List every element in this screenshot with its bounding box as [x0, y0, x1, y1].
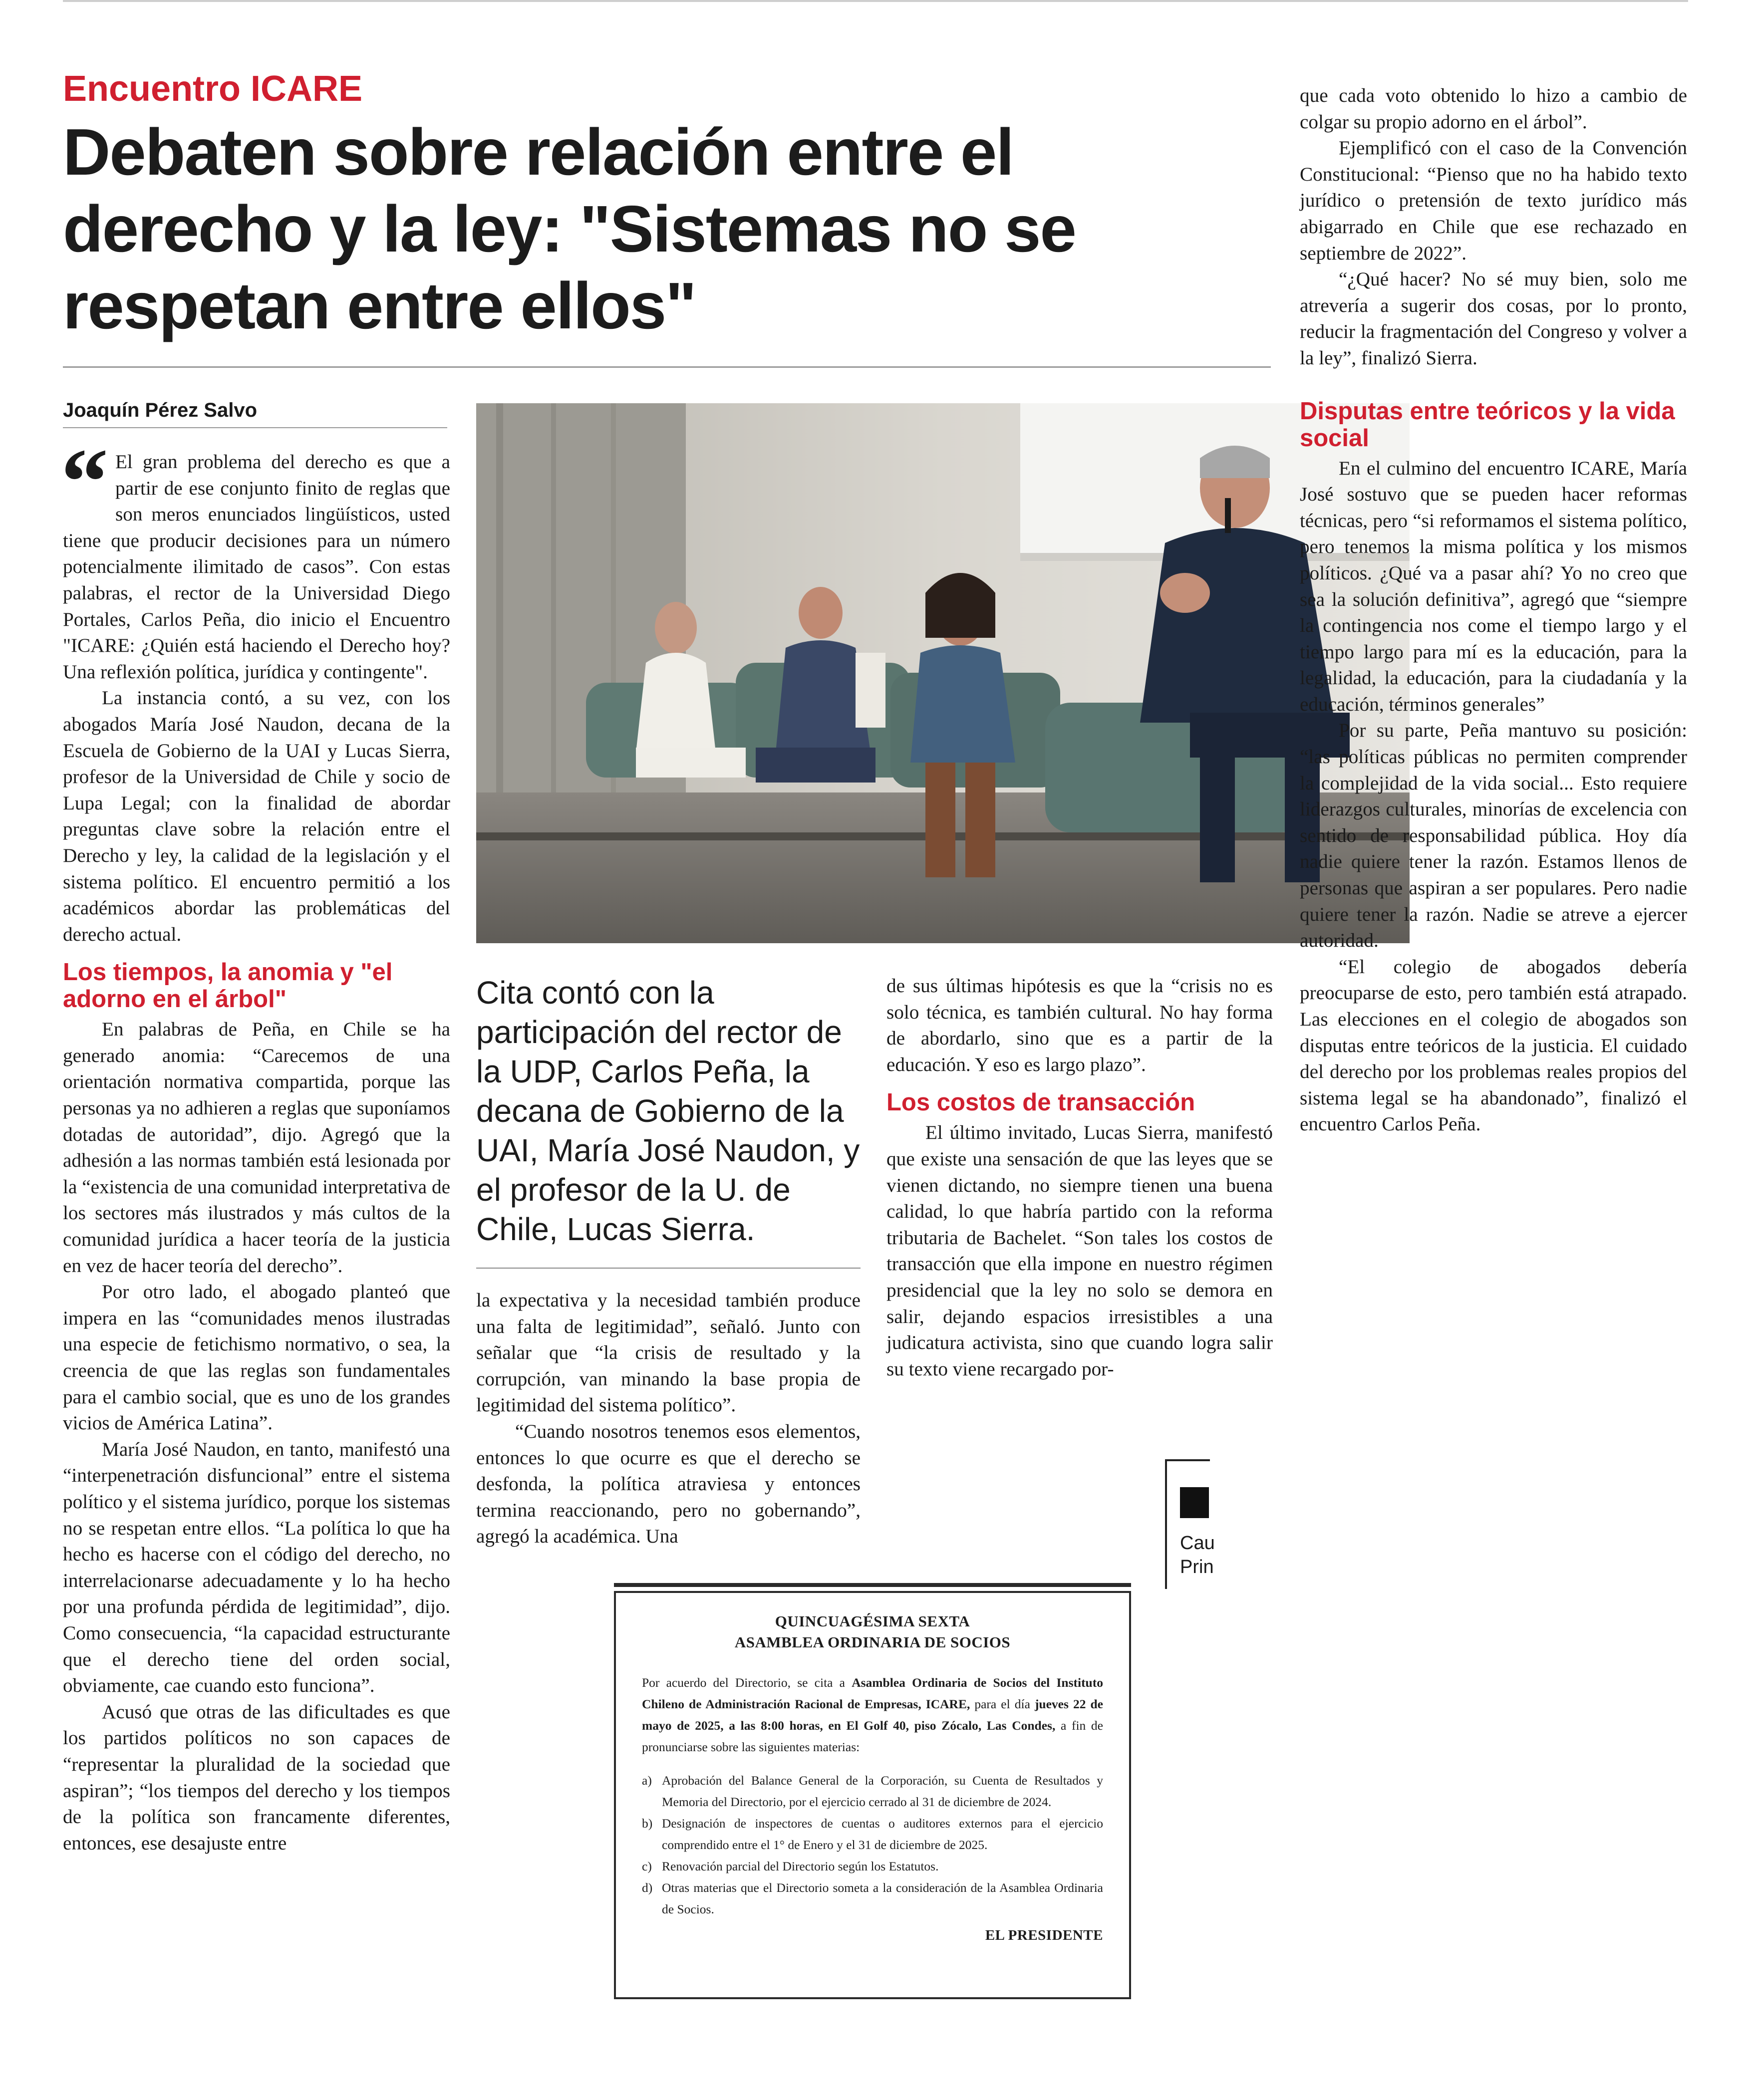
paragraph: En el culmino del encuentro ICARE, María José sostuvo que se pueden hacer reformas técnicas, pero “si reformamos el sistema político, pero tenemos la misma política y los mismos políticos. ¿Qué va a pasar ahí? Yo no creo que sea la solución definitiva”, agregó que “siempre la contingencia nos come el tiempo largo y el tiempo largo para mí es la educación, para la legalidad, la educación, para la ciudadanía y la educación, términos generales”	[1300, 457, 1687, 715]
notice-title-line: QUINCUAGÉSIMA SEXTA	[775, 1612, 970, 1630]
notice-item: d) Otras materias que el Directorio someta a la consideración de la Asamblea Ordinaria de Socios.	[642, 1880, 1103, 1916]
headline-rule	[63, 366, 1271, 368]
byline-rule	[63, 427, 447, 428]
author-byline: Joaquín Pérez Salvo	[63, 399, 258, 421]
ad-frame-top	[1165, 1459, 1210, 1461]
page-top-rule	[63, 0, 1688, 2]
notice-item: c) Renovación parcial del Directorio según los Estatutos.	[642, 1859, 939, 1873]
paragraph: “Cuando nosotros tenemos esos elementos, entonces lo que ocurre es que el derecho se desfonda, la política atraviesa y entonces termina reaccionando, pero no gobernando”, agregó la académica. Una	[476, 1420, 861, 1548]
notice-item: b) Designación de inspectores de cuentas o auditores externos para el ejercicio comprendido entre el 1° de Enero y el 31 de diciembre de 2025.	[642, 1816, 1103, 1852]
notice-title	[642, 1611, 1103, 1653]
paragraph: La instancia contó, a su vez, con los abogados María José Naudon, decana de la Escuela de Gobierno de la UAI y Lucas Sierra, profesor de la Universidad de Chile y socio de Lupa Legal; con la finalidad de abordar preguntas clave sobre la relación entre el Derecho y ley, la calidad de la legislación y el sistema político. El encuentro permitió a los académicos abordar las problemáticas del derecho actual.	[63, 687, 450, 945]
paragraph: “¿Qué hacer? No sé muy bien, solo me atrevería a sugerir dos cosas, por lo pronto, reducir la fragmentación del Congreso y volver a la ley”, finalizó Sierra.	[1300, 268, 1687, 369]
article-column-3	[886, 973, 1273, 1382]
ad-text-line: Cau	[1180, 1533, 1215, 1554]
subheading-costos: Los costos de transacción	[886, 1089, 1195, 1116]
paragraph: En palabras de Peña, en Chile se ha generado anomia: “Carecemos de una orientación normativa compartida, porque las personas ya no adhieren a reglas que suponíamos dotadas de autoridad”, dijo. Agregó que la adhesión a las normas también está lesionada por la “existencia de una comunidad interpretativa de los sectores más ilustrados y más cultos de la comunidad jurídica a hacer teoría de la justicia en vez de hacer teoría del derecho”.	[63, 1019, 450, 1277]
notice-item: a) Aprobación del Balance General de la Corporación, su Cuenta de Resultados y Memoria del Directorio, por el ejercicio cerrado al 31 de diciembre de 2024.	[642, 1773, 1103, 1809]
section-kicker: Encuentro ICARE	[63, 69, 363, 109]
notice-title-line: ASAMBLEA ORDINARIA DE SOCIOS	[734, 1633, 1011, 1651]
partial-advertisement	[1165, 1459, 1215, 1589]
article-column-4	[1300, 83, 1687, 1138]
notice-signature: EL PRESIDENTE	[985, 1927, 1103, 1943]
pull-quote-rule	[476, 1268, 861, 1269]
event-photo	[476, 403, 1410, 943]
lead-paragraph: “ El gran problema del derecho es que a partir de ese conjunto finito de reglas que son meros enunciados lingüísticos, usted tiene que producir decisiones para un número potencialmente ilimitado de casos”. Con estas palabras, el rector de la Universidad Diego Portales, Carlos Peña, dio inicio el Encuentro "ICARE: ¿Quién está haciendo el Derecho hoy? Una reflexión política, jurídica y contingente".	[61, 430, 450, 683]
paragraph: Acusó que otras de las dificultades es que los partidos políticos no son capaces de “representar la pluralidad de la sociedad que aspiran”; “los tiempos del derecho y los tiempos de la política son francamente diferentes, entonces, ese desajuste entre	[63, 1701, 450, 1854]
subheading-disputas: Disputas entre teóricos y la vida social	[1300, 397, 1675, 452]
ad-logo-block	[1180, 1487, 1209, 1518]
paragraph: de sus últimas hipótesis es que la “crisis no es solo técnica, es también cultural. No hay forma de abordarlo, sino que es a partir de la educación. Y eso es largo plazo”.	[886, 975, 1273, 1075]
opening-quote-glyph: “	[61, 430, 108, 534]
article-column-1	[61, 430, 450, 1856]
paragraph: la expectativa y la necesidad también produce una falta de legitimidad”, señaló. Junto con señalar que “la crisis de resultado y la corrupción, van minando la base propia de legitimidad del sistema político”.	[476, 1290, 861, 1416]
paragraph: que cada voto obtenido lo hizo a cambio de colgar su propio adorno en el árbol”.	[1300, 85, 1687, 133]
paragraph: María José Naudon, en tanto, manifestó una “interpenetración disfuncional” entre el sistema político y el sistema jurídico, porque los sistemas no se respetan entre ellos. “La política lo que ha hecho es hacerse con el código del derecho, no interrelacionarse adecuadamente y lo ha hecho por una profunda pérdida de legitimidad”, dijo. Como consecuencia, “la capacidad estructurante que el derecho tiene del orden social, obviamente, cae cuando esto funciona”.	[63, 1438, 450, 1697]
paragraph: Ejemplificó con el caso de la Convención Constitucional: “Pienso que no ha habido texto jurídico o pretensión de texto jurídico más abigarrado en Chile que ese rechazado en septiembre de 2022”.	[1300, 137, 1687, 264]
paragraph: El último invitado, Lucas Sierra, manifestó que existe una sensación de que las leyes que se vienen dictando, no siempre tienen una buena calidad, lo que habría partido con la reforma tributaria de Bachelet. “Son tales los costos de transacción que ella impone en nuestro régimen presidencial que la ley no solo se demora en salir, dejando espacios irresistibles a una judicatura activista, sino que cuando logra salir su texto viene recargado por-	[886, 1122, 1273, 1380]
paragraph: Por otro lado, el abogado planteó que impera en las “comunidades menos ilustradas una especie de fetichismo normativo, o sea, la creencia de que las reglas son fundamentales para el cambio social, que es uno de los grandes vicios de América Latina”.	[63, 1281, 450, 1434]
pull-quote: Cita contó con la participación del rector de la UDP, Carlos Peña, la decana de Gobierno de la UAI, María José Naudon, y el profesor de la U. de Chile, Lucas Sierra.	[476, 975, 860, 1247]
notice-top-bar	[614, 1583, 1131, 1587]
assembly-notice	[614, 1591, 1131, 1999]
notice-items	[642, 1770, 1103, 1920]
notice-body: Por acuerdo del Directorio, se cita a Asamblea Ordinaria de Socios del Instituto Chileno de Administración Racional de Empresas, ICARE, para el día jueves 22 de mayo de 2025, a las 8:00 horas, en El Golf 40, piso Zócalo, Las Condes, a fin de pronunciarse sobre las siguientes materias:	[642, 1675, 1104, 1754]
article-headline: Debaten sobre relación entre el derecho y la ley: "Sistemas no se respetan entre ellos"	[63, 115, 1076, 342]
ad-frame-left	[1165, 1459, 1167, 1589]
paragraph: Por su parte, Peña mantuvo su posición: “las políticas públicas no permiten comprender la complejidad de la vida social... Esto requiere liderazgos culturales, minorías de excelencia con sentido de responsabilidad pública. Hoy día nadie quiere tener la razón. Estamos llenos de personas que aspiran a ser populares. Pero nadie quiere tener la razón. Nadie se atreve a ejercer autoridad.	[1300, 720, 1687, 952]
article-column-2	[476, 1288, 861, 1550]
ad-text-line: Prin	[1180, 1557, 1214, 1577]
subheading-tiempos: Los tiempos, la anomia y "el adorno en el árbol"	[63, 959, 393, 1013]
paragraph: “El colegio de abogados debería preocuparse de esto, pero también está atrapado. Las elecciones en el colegio de abogados son disputas entre teóricos de la justicia. El cuidado del derecho por los problemas reales propios del sistema legal se ha abandonado”, finalizó el encuentro Carlos Peña.	[1300, 956, 1687, 1135]
